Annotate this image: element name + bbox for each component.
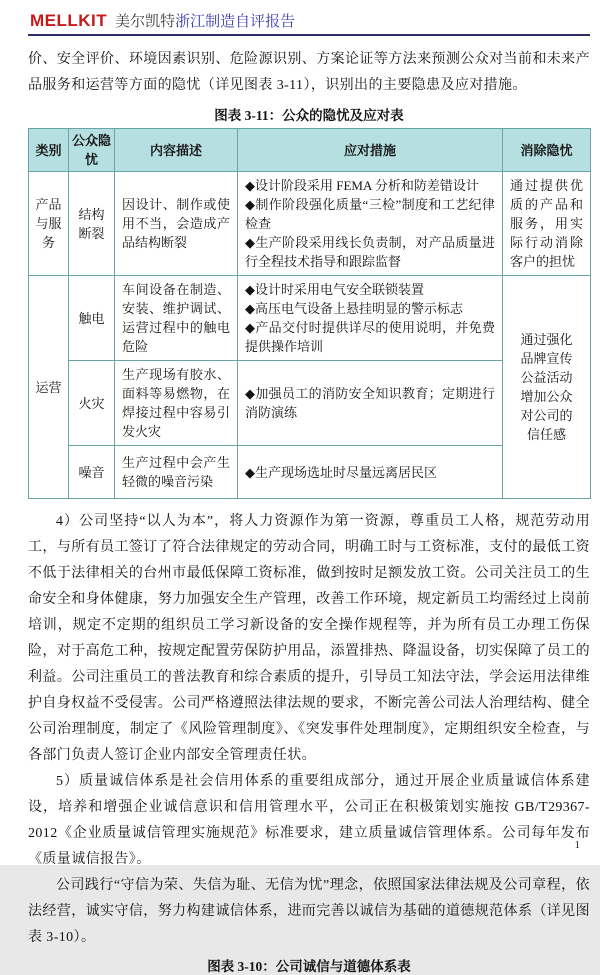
- report-title: 浙江制造自评报告: [175, 14, 296, 30]
- col-header-concern: 公众隐忧: [69, 129, 115, 172]
- brand-name-cn: 美尔凯特: [115, 14, 176, 30]
- page-number: 1: [574, 839, 580, 851]
- brand-logo-text: MELLKIT: [30, 11, 108, 30]
- table-row-electric-shock: [29, 276, 591, 361]
- measure-item: ◆生产现场选址时尽量远离居民区: [245, 464, 437, 480]
- col-header-category: 类别: [29, 129, 69, 172]
- col-header-relief: 消除隐忧: [503, 129, 591, 172]
- description-cell-electric-shock: 车间设备在制造、安装、维护调试、运营过程中的触电危险: [115, 276, 238, 361]
- document-header: [28, 6, 590, 36]
- measure-item: ◆产品交付时提供详尽的使用说明，并免费提供操作培训: [245, 320, 495, 354]
- paragraph-human-resources: 4）公司坚持“以人为本”，将人力资源作为第一资源，尊重员工人格，规范劳动用工，与所有员工签订了符合法律规定的劳动合同，明确工时与工资标准，支付的最低工资不低于法律相关的台州市最低保障工资标准，做到按时足额发放工资。公司关注员工的生命安全和身体健康，努力加强安全生产管理，改善工作环境，规定新员工均需经过上岗前培训，规定不定期的组织员工学习新设备的安全操作规程等，并为所有员工办理工伤保险，对于高危工种，按规定配置劳保防护用品，添置排热、降温设备，切实保障了员工的利益。公司注重员工的普法教育和综合素质的提升，引导员工知法守法，学会运用法律维护自身权益不受侵害。公司严格遵照法律法规的要求，不断完善公司法人治理结构、健全公司治理制度，制定了《风险管理制度》、《突发事件处理制度》，定期组织安全检查，与各部门负责人签订企业内部安全管理责任状。: [28, 514, 590, 763]
- measure-item: ◆设计阶段采用 FEMA 分析和防差错设计: [245, 178, 479, 193]
- description-cell-fire: 生产现场有胶水、面料等易燃物，在焊接过程中容易引发火灾: [115, 361, 238, 446]
- intro-paragraph: 价、安全评价、环境因素识别、危险源识别、方案论证等方法来预测公众对当前和未来产品服务和运营等方面的隐忧（详见图表 3-11），识别出的主要隐患及应对措施。: [28, 52, 590, 93]
- concern-cell-electric-shock: 触电: [69, 276, 115, 361]
- category-cell-products: 产品与服务: [29, 172, 69, 276]
- relief-cell-operations: 通过强化品牌宣传公益活动增加公众对公司的信任感: [503, 276, 591, 499]
- measure-item: ◆制作阶段强化质量“三检”制度和工艺纪律检查: [245, 197, 495, 231]
- table-head: [29, 129, 591, 172]
- measures-cell-fire: [238, 361, 503, 446]
- paragraph-quality-integrity: 5）质量诚信体系是社会信用体系的重要组成部分，通过开展企业质量诚信体系建设，培养和增强企业诚信意识和信用管理水平，公司正在积极策划实施按 GB/T29367-2012《企业质量诚信管理实施规范》标准要求，建立质量诚信管理体系。公司每年发布《质量诚信报告》。: [28, 774, 590, 867]
- public-concerns-table: [28, 128, 591, 499]
- table-3-11-title: 图表 3-11：公众的隐忧及应对表: [214, 108, 404, 123]
- description-cell-noise: 生产过程中会产生轻微的噪音污染: [115, 446, 238, 499]
- table-header-row: [29, 129, 591, 172]
- measure-item: ◆高压电气设备上悬挂明显的警示标志: [245, 301, 463, 316]
- table-body: [29, 172, 591, 499]
- table-3-10-title: 图表 3-10：公司诚信与道德体系表: [207, 959, 411, 974]
- measures-cell-electric-shock: [238, 276, 503, 361]
- concern-cell-noise: 噪音: [69, 446, 115, 499]
- concern-cell-structure-break: 结构断裂: [69, 172, 115, 276]
- col-header-measures: 应对措施: [238, 129, 503, 172]
- measure-item: ◆生产阶段采用线长负责制，对产品质量进行全程技术指导和跟踪监督: [245, 235, 495, 269]
- concern-cell-fire: 火灾: [69, 361, 115, 446]
- relief-cell-products: 通过提供优质的产品和服务，用实际行动消除客户的担忧: [503, 172, 591, 276]
- description-cell-structure-break: 因设计、制作或使用不当，会造成产品结构断裂: [115, 172, 238, 276]
- col-header-description: 内容描述: [115, 129, 238, 172]
- table-row-structure-break: [29, 172, 591, 276]
- measure-item: ◆加强员工的消防安全知识教育；定期进行消防演练: [245, 386, 495, 420]
- measure-item: ◆设计时采用电气安全联锁装置: [245, 282, 424, 297]
- paragraph-integrity-practice: 公司践行“守信为荣、失信为耻、无信为忧”理念，依照国家法律法规及公司章程，依法经营，诚实守信，努力构建诚信体系，进而完善以诚信为基础的道德规范体系（详见图表 3-10）。: [28, 878, 590, 945]
- measures-cell-structure-break: [238, 172, 503, 276]
- measures-cell-noise: [238, 446, 503, 499]
- category-cell-operations: 运营: [29, 276, 69, 499]
